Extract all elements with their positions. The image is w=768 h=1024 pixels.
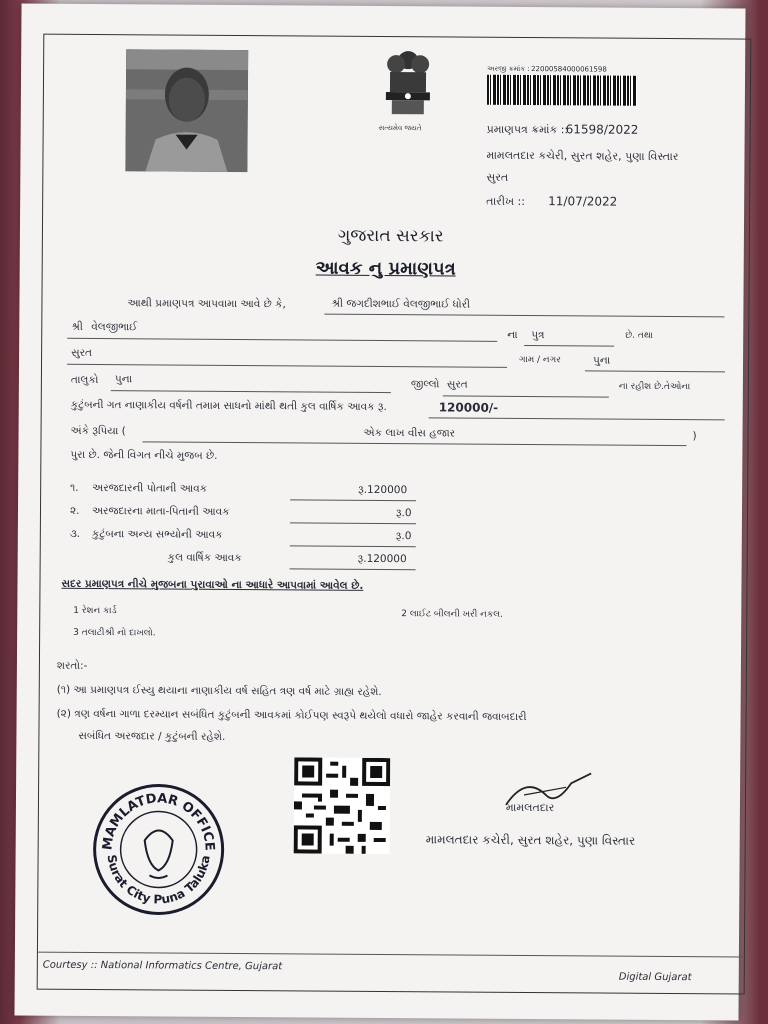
condition-1: (૧) આ પ્રમાણપત્ર ઈસ્યુ થયાના નાણાકીય વર્ષ સહિત ત્રણ વર્ષ માટે ગ્રાહ્ય રહેશે. xyxy=(56,683,382,699)
conditions-heading: શરતો:- xyxy=(56,659,88,672)
certificate-no: 61598/2022 xyxy=(565,122,639,137)
condition-2a: (૨) ત્રણ વર્ષના ગાળા દરમ્યાન સબંધિત કુટુંબની આવકમાં કોઈપણ સ્વરૂપે થયેલો વધારો જાહેર કરવાની જવાબદારી xyxy=(56,707,527,724)
footer-digital-gujarat: Digital Gujarat xyxy=(618,971,692,984)
income-row-1-label: અરજદારની પોતાની આવક xyxy=(92,481,208,495)
total-label: કુલ વાર્ષિક આવક xyxy=(167,551,242,565)
taluka: પુના xyxy=(114,373,133,386)
date-label: તારીખ :: xyxy=(486,194,525,209)
proof-item-1: 1 રેશન કાર્ડ xyxy=(73,605,117,617)
village-label: ગામ / નગર xyxy=(519,354,561,366)
applicant-photo xyxy=(125,49,248,172)
words-label: અંકે રૂપિયા ( xyxy=(70,424,126,438)
certificate-sheet xyxy=(14,3,745,1020)
emblem-motto: સત્યમેવ જયતે xyxy=(378,123,422,133)
mamlatdar-office-seal xyxy=(89,780,228,919)
application-no-label: અરજી ક્રમાંક : xyxy=(487,64,530,74)
income-row-2-value: રૂ.0 xyxy=(395,507,412,520)
footer-courtesy: Courtesy :: National Informatics Centre, Gujarat xyxy=(42,959,283,973)
qr-code xyxy=(294,757,391,854)
na-label: ના xyxy=(507,328,518,341)
proofs-heading: સદર પ્રમાણપત્ર નીચે મુજબના પુરાવાઓ ના આધારે આપવામાં આવેલ છે. xyxy=(61,577,364,592)
government-title: ગુજરાત સરકાર xyxy=(337,225,444,247)
proof-item-2: 2 લાઈટ બીલની ખરી નકલ. xyxy=(401,609,503,620)
svg-text:Surat City Puna Taluka xyxy=(104,854,212,907)
income-row-3-label: કુટુંબના અન્ય સભ્યોની આવક xyxy=(91,527,223,541)
office-line-1: મામલતદાર કચેરી, સુરત શહેર, પુણા વિસ્તાર xyxy=(486,148,679,164)
barcode xyxy=(487,75,637,106)
intro-text: આથી પ્રમાણપત્ર આપવામા આવે છે કે, xyxy=(127,297,286,311)
seal-top-text: MAMLATDAR OFFICE xyxy=(100,791,217,852)
income-words: એક લાખ વીસ હજાર xyxy=(363,426,456,440)
proof-item-3: 3 તલાટીશ્રી નો દાખલો. xyxy=(73,627,156,639)
income-row-3-no: ૩. xyxy=(69,527,81,540)
income-row-2-label: અરજદારના માતા-પિતાની આવક xyxy=(91,504,230,518)
district-label: જીલ્લો xyxy=(410,378,440,391)
application-no: 22000584000061598 xyxy=(531,65,607,74)
seal-bottom-text: Surat City Puna Taluka xyxy=(104,853,213,907)
income-row-2-no: ૨. xyxy=(69,504,80,517)
income-row-1-value: રૂ.120000 xyxy=(358,483,408,497)
issue-date: 11/07/2022 xyxy=(548,194,618,209)
father-name: વેલજીભાઈ xyxy=(91,320,138,334)
signatory-title: મામલતદાર xyxy=(505,800,555,815)
total-value: રૂ.120000 xyxy=(357,552,407,566)
details-line: પુરા છે. જેની વિગત નીચે મુજબ છે. xyxy=(70,448,218,462)
certificate-no-label: પ્રમાણપત્ર ક્રમાંક :: xyxy=(486,122,569,137)
district: સુરત xyxy=(446,378,468,391)
state-emblem-icon xyxy=(376,48,441,128)
che-tatha: છે. તથા xyxy=(625,330,654,341)
words-close: ) xyxy=(692,430,697,443)
village: પુના xyxy=(593,354,611,367)
applicant-name: શ્રી જગદીશભાઈ વેલજીભાઈ ધોરી xyxy=(331,297,471,311)
taluka-label: તાલુકો xyxy=(70,373,99,387)
resident-text: ના રહીશ છે.તેઓના xyxy=(618,381,691,393)
income-row-1-no: ૧. xyxy=(70,481,79,494)
signatory-office: મામલતદાર કચેરી, સુરત શહેર, પુણા વિસ્તાર xyxy=(425,832,636,848)
condition-2b: સબંધિત અરજદાર / કુટુંબની રહેશે. xyxy=(78,729,226,743)
relation: પુત્ર xyxy=(531,329,545,342)
certificate-title: આવક નુ પ્રમાણપત્ર xyxy=(315,257,456,280)
father-prefix: શ્રી xyxy=(71,320,83,333)
income-row-3-value: રૂ.0 xyxy=(395,530,412,543)
office-line-2: સુરત xyxy=(486,170,509,184)
income-amount: 120000/- xyxy=(438,400,499,415)
city: સુરત xyxy=(71,346,93,359)
income-sentence: કુટુંબની ગત નાણાકીય વર્ષની તમામ સાધનો માંથી થતી કુલ વાર્ષિક આવક રૂ. xyxy=(70,398,387,414)
